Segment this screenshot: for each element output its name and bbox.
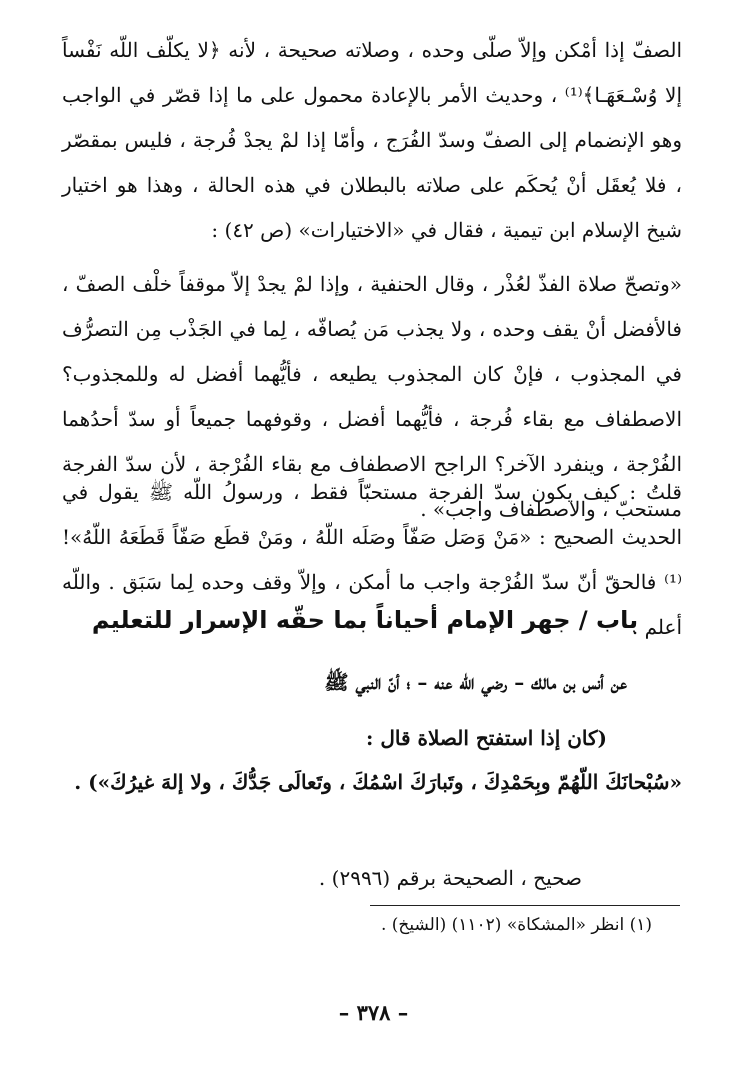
footnote-divider — [370, 905, 680, 906]
hadith-narration-intro: عن أنس بن مالك – رضي اللّه عنه – ؛ أنّ النبي ﷺ — [324, 670, 627, 694]
hadith-opening-line: (كان إذا استفتح الصلاة قال : — [366, 726, 607, 750]
paragraph-ikhtiyarat-quote: «وتصحّ صلاة الفذّ لعُذْر ، وقال الحنفية ، وإذا لمْ يجدْ إلاّ موقفاً خلْف الصفّ ، فالأفضل أنْ يقف وحده ، ولا يجذب مَن يُصافّه ، لِما في الجَذْب مِن التصرُّف في المجذوب ، فإنْ كان المجذوب يطيعه ، فأيُّهما أفضل له وللمجذوب؟ الاصطفاف مع بقاء فُرجة ، فأيُّهما أفضل ، وقوفهما جميعاً أو سدّ أحدُهما الفُرْجة ، وينفرد الآخر؟ الراجح الاصطفاف مع بقاء الفُرْجة ، لأن سدّ الفرجة مستحبّ ، والاصطفاف واجب» . — [62, 272, 682, 521]
paragraph-author-comment: قلتُ : كيف يكون سدّ الفرجة مستحبّاً فقط ، ورسولُ اللّه ﷺ يقول في الحديث الصحيح : «مَنْ وَصَل صَفّاً وصَلَه اللّهُ ، ومَنْ قطَع صَفّاً قَطَعَهُ اللّهُ»!⁽¹⁾ فالحقّ أنّ سدّ الفُرْجة واجب ما أمكن ، وإلاّ وقف وحده لِما سَبَق . واللّه أعلم . — [62, 480, 682, 639]
hadith-supplication-text: «سُبْحانَكَ اللّهُمّ وبِحَمْدِكَ ، وتَبارَكَ اسْمُكَ ، وتَعالَى جَدُّكَ ، ولا إلهَ غيرُكَ») . — [74, 770, 682, 794]
paragraph-ruling: الصفّ إذا أمْكن وإلاّ صلّى وحده ، وصلاته صحيحة ، لأنه ﴿لا يكلّف اللّه نَفْساً إلا وُسْـعَهَـا﴾⁽¹⁾ ، وحديث الأمر بالإعادة محمول على ما إذا قصّر في الواجب وهو الإنضمام إلى الصفّ وسدّ الفُرَج ، وأمّا إذا لمْ يجدْ فُرجة ، فليس بمقصّر ، فلا يُعقَل أنْ يُحكَم على صلاته بالبطلان في هذه الحالة ، وهذا هو اختيار شيخ الإسلام ابن تيمية ، فقال في «الاختيارات» (ص ٤٢) : — [62, 38, 683, 242]
footnote: (١) انظر «المشكاة» (١١٠٢) (الشيخ) . — [380, 915, 652, 935]
chapter-heading: باب / جهر الإمام أحياناً بما حقّه الإسرار للتعليم — [91, 606, 639, 634]
hadith-grading: صحيح ، الصحيحة برقم (٢٩٩٦) . — [318, 866, 582, 890]
page-number: – ٣٧٨ – — [338, 1000, 409, 1025]
